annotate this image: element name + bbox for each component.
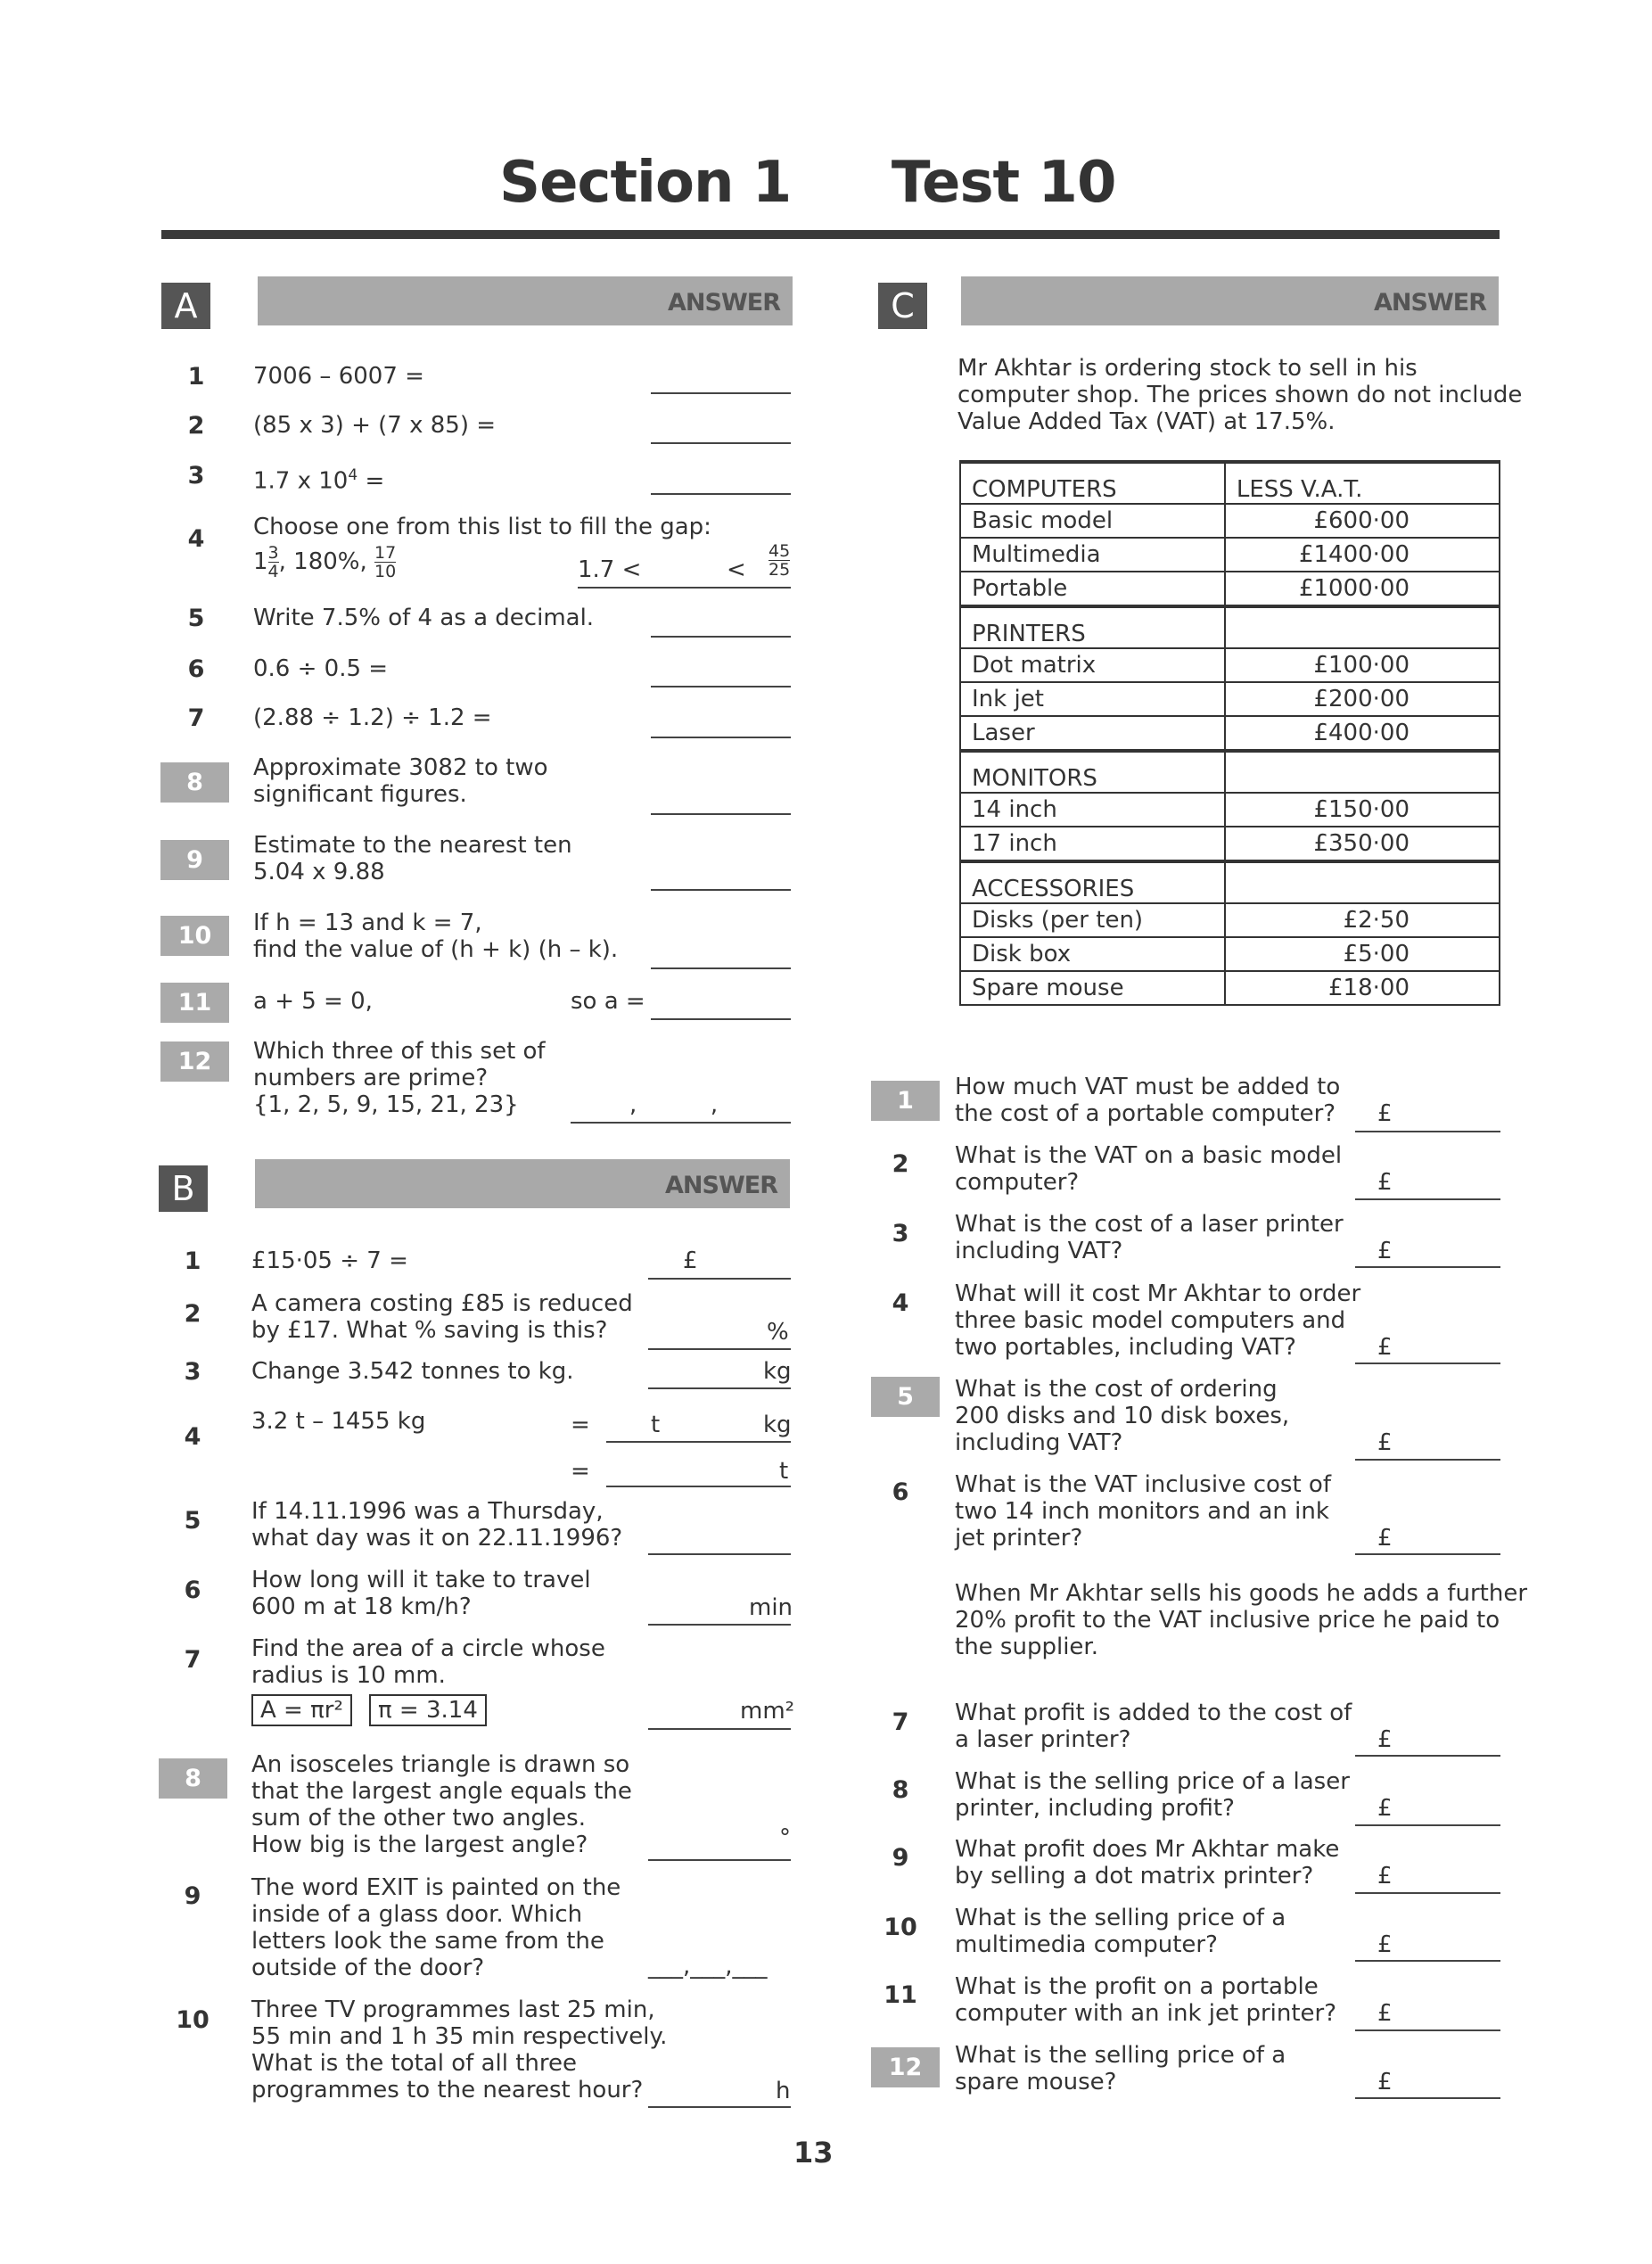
b-q7-unit: mm² [740, 1698, 795, 1725]
c-q5-unit: £ [1377, 1429, 1393, 1456]
b-q5-text: If 14.11.1996 was a Thursday, what day was it on 22.11.1996? [251, 1498, 623, 1552]
b-q3-text: Change 3.542 tonnes to kg. [251, 1358, 574, 1385]
accessories-header: ACCESSORIES [960, 861, 1225, 903]
b-q1-answer-line[interactable] [648, 1278, 791, 1280]
table-price: £100·00 [1225, 648, 1500, 682]
c-q10-unit: £ [1377, 1931, 1393, 1958]
table-row: 14 inch [960, 793, 1225, 827]
a-q5-text: Write 7.5% of 4 as a decimal. [253, 605, 595, 631]
c-q11-text: What is the profit on a portable computer with an ink jet printer? [955, 1973, 1337, 2027]
c-q7-answer-line[interactable] [1355, 1755, 1500, 1757]
a-q4-inequality-right: < [727, 556, 746, 583]
table-price: £5·00 [1225, 937, 1500, 971]
table-price: £200·00 [1225, 682, 1500, 716]
section-a-answer-bar [258, 276, 793, 325]
section-title: Section 1 [499, 150, 792, 216]
c-q6-unit: £ [1377, 1525, 1393, 1552]
a-q2-text: (85 x 3) + (7 x 85) = [253, 412, 497, 439]
a-q11-text: a + 5 = 0, [253, 988, 373, 1015]
b-q4-unit-kg: kg [763, 1412, 792, 1438]
b-q8-text: An isosceles triangle is drawn so that the largest angle equals the sum of the other two angles. How big is the largest angle? [251, 1751, 632, 1858]
a-q12-text: Which three of this set of numbers are prime? {1, 2, 5, 9, 15, 21, 23} [253, 1038, 546, 1118]
table-row: Dot matrix [960, 648, 1225, 682]
a-q11-number: 11 [160, 983, 229, 1023]
b-q8-unit: ° [779, 1824, 791, 1851]
a-q4-answer-line[interactable] [578, 587, 791, 589]
answer-heading: ANSWER [1374, 289, 1486, 317]
section-b-label: B [159, 1165, 208, 1212]
table-price: £400·00 [1225, 716, 1500, 751]
section-c-answer-bar [961, 276, 1499, 325]
a-q8-answer-line[interactable] [651, 813, 791, 815]
c-q9-unit: £ [1377, 1863, 1393, 1889]
test-title: Test 10 [891, 150, 1116, 216]
c-q3-number: 3 [892, 1220, 909, 1247]
b-q1-text: £15·05 ÷ 7 = [251, 1247, 408, 1274]
b-q1-unit: £ [683, 1247, 698, 1274]
a-q2-answer-line[interactable] [651, 442, 791, 444]
a-q1-answer-line[interactable] [651, 392, 791, 394]
b-q5-number: 5 [184, 1507, 201, 1535]
a-q6-answer-line[interactable] [651, 686, 791, 687]
b-q4-number: 4 [184, 1423, 201, 1451]
table-row: Disk box [960, 937, 1225, 971]
c-q10-number: 10 [884, 1914, 917, 1941]
c-q12-text: What is the selling price of a spare mouse? [955, 2042, 1286, 2095]
a-q1-text: 7006 – 6007 = [253, 363, 424, 390]
a-q9-number: 9 [160, 840, 229, 880]
c-intro: Mr Akhtar is ordering stock to sell in his computer shop. The prices shown do not include Value Added Tax (VAT) at 17.5%. [958, 355, 1523, 435]
table-row: 17 inch [960, 827, 1225, 861]
c-q1-answer-line[interactable] [1355, 1131, 1500, 1132]
c-q11-number: 11 [884, 1981, 917, 2009]
b-q9-number: 9 [184, 1882, 201, 1910]
table-row: Spare mouse [960, 971, 1225, 1005]
c-q8-text: What is the selling price of a laser printer, including profit? [955, 1768, 1350, 1822]
b-q6-text: How long will it take to travel 600 m at 18 km/h? [251, 1567, 591, 1620]
b-q4-text: 3.2 t – 1455 kg [251, 1408, 426, 1435]
b-q10-answer-line[interactable] [648, 2106, 791, 2108]
table-row: Basic model [960, 504, 1225, 538]
a-q10-number: 10 [160, 916, 229, 956]
b-q3-answer-line[interactable] [648, 1387, 791, 1389]
table-row: Portable [960, 572, 1225, 606]
b-q4-unit-t: t [651, 1412, 661, 1438]
table-price: £18·00 [1225, 971, 1500, 1005]
a-q3-answer-line[interactable] [651, 493, 791, 495]
a-q4-options: 1 $\frac{3}{4}$ , 180%, $\frac{17}{10}$ [253, 543, 397, 581]
c-q6-answer-line[interactable] [1355, 1553, 1500, 1555]
c-q7-text: What profit is added to the cost of a laser printer? [955, 1700, 1352, 1753]
b-q6-unit: min [749, 1594, 793, 1621]
b-q10-text: Three TV programmes last 25 min, 55 min and 1 h 35 min respectively. What is the total of all three programmes to the nearest hour? [251, 1996, 668, 2103]
c-q5-number: 5 [871, 1377, 940, 1417]
c-q3-text: What is the cost of a laser printer including VAT? [955, 1211, 1344, 1264]
c-q12-answer-line[interactable] [1355, 2097, 1500, 2099]
a-q3-text: 1.7 x $10^4$ = [253, 466, 385, 495]
a-q8-number: 8 [160, 762, 229, 803]
c-q1-text: How much VAT must be added to the cost of a portable computer? [955, 1074, 1341, 1127]
page-title [499, 150, 1141, 216]
c-q1-unit: £ [1377, 1100, 1393, 1127]
table-row: Ink jet [960, 682, 1225, 716]
a-q11-answer-line[interactable] [651, 1018, 791, 1020]
section-c-label: C [878, 283, 927, 329]
c-q4-answer-line[interactable] [1355, 1363, 1500, 1364]
b-q2-unit: % [767, 1319, 789, 1346]
a-q4-inequality-left: 1.7 < [578, 556, 642, 583]
c-q9-text: What profit does Mr Akhtar make by selling a dot matrix printer? [955, 1836, 1340, 1889]
c-q8-answer-line[interactable] [1355, 1824, 1500, 1826]
monitors-header: MONITORS [960, 751, 1225, 793]
b-q2-number: 2 [184, 1300, 201, 1328]
table-price: £2·50 [1225, 903, 1500, 937]
c-q7-number: 7 [892, 1708, 909, 1736]
b-q5-answer-line[interactable] [648, 1553, 791, 1555]
c-q11-unit: £ [1377, 2000, 1393, 2027]
c-q11-answer-line[interactable] [1355, 2029, 1500, 2031]
b-q4-unit-t2: t [779, 1458, 789, 1485]
c-q4-text: What will it cost Mr Akhtar to order three basic model computers and two portables, including VAT? [955, 1280, 1361, 1361]
a-q4-number: 4 [187, 525, 205, 553]
answer-heading: ANSWER [668, 289, 780, 317]
a-q10-answer-line[interactable] [651, 967, 791, 969]
a-q12-number: 12 [160, 1041, 229, 1082]
a-q1-number: 1 [187, 363, 205, 391]
b-q9-text: The word EXIT is painted on the inside of a glass door. Which letters look the same from the outside of the door? [251, 1874, 621, 1981]
c-q9-number: 9 [892, 1844, 909, 1872]
c-q12-unit: £ [1377, 2069, 1393, 2095]
table-row: Multimedia [960, 538, 1225, 572]
b-q6-number: 6 [184, 1577, 201, 1604]
b-q4-answer-line-1[interactable] [606, 1441, 791, 1443]
c-q2-number: 2 [892, 1150, 909, 1178]
a-q9-text: Estimate to the nearest ten 5.04 x 9.88 [253, 832, 572, 885]
b-q7-number: 7 [184, 1646, 201, 1674]
b-q7-pi-box: π = 3.14 [369, 1694, 487, 1726]
a-q5-number: 5 [187, 605, 205, 632]
b-q4-answer-line-2[interactable] [606, 1486, 791, 1487]
section-b-answer-bar [255, 1159, 790, 1208]
a-q12-answer-commas: , , [629, 1091, 719, 1118]
price-table [959, 460, 1500, 1006]
c-q10-answer-line[interactable] [1355, 1960, 1500, 1962]
c-q8-number: 8 [892, 1776, 909, 1804]
a-q7-text: (2.88 ÷ 1.2) ÷ 1.2 = [253, 704, 492, 731]
c-q12-number: 12 [871, 2047, 940, 2087]
c-q9-answer-line[interactable] [1355, 1892, 1500, 1894]
b-q3-unit: kg [763, 1358, 792, 1385]
a-q6-number: 6 [187, 655, 205, 683]
c-q4-unit: £ [1377, 1334, 1393, 1361]
a-q12-answer-line[interactable] [571, 1122, 791, 1124]
a-q9-answer-line[interactable] [651, 889, 791, 891]
answer-heading: ANSWER [665, 1172, 777, 1199]
a-q7-answer-line[interactable] [651, 737, 791, 738]
b-q2-answer-line[interactable] [648, 1348, 791, 1350]
a-q5-answer-line[interactable] [651, 636, 791, 638]
table-price: £1400·00 [1225, 538, 1500, 572]
c-q5-text: What is the cost of ordering 200 disks and 10 disk boxes, including VAT? [955, 1376, 1290, 1456]
c-q2-text: What is the VAT on a basic model computer? [955, 1142, 1343, 1196]
c-q3-answer-line[interactable] [1355, 1266, 1500, 1268]
section-a-label: A [161, 283, 210, 329]
title-rule [161, 230, 1500, 239]
a-q7-number: 7 [187, 704, 205, 732]
b-q4-equals-2: = [571, 1458, 590, 1485]
c-q10-text: What is the selling price of a multimedia computer? [955, 1905, 1286, 1958]
a-q4-text: Choose one from this list to fill the gap: [253, 514, 711, 540]
page-number: 13 [793, 2136, 834, 2169]
table-row: Disks (per ten) [960, 903, 1225, 937]
a-q10-text: If h = 13 and k = 7, find the value of (h + k) (h – k). [253, 910, 619, 963]
c-q3-unit: £ [1377, 1238, 1393, 1264]
c-q5-answer-line[interactable] [1355, 1459, 1500, 1461]
a-q4-fraction: $\frac{45}{25}$ [768, 541, 791, 580]
table-price: £150·00 [1225, 793, 1500, 827]
table-row: Laser [960, 716, 1225, 751]
c-q8-unit: £ [1377, 1795, 1393, 1822]
c-q6-text: What is the VAT inclusive cost of two 14 inch monitors and an ink jet printer? [955, 1471, 1331, 1552]
printers-header: PRINTERS [960, 606, 1225, 648]
c-q2-unit: £ [1377, 1169, 1393, 1196]
a-q3-number: 3 [187, 462, 205, 490]
col-category-header: COMPUTERS [960, 462, 1225, 504]
b-q7-text: Find the area of a circle whose radius is 10 mm. [251, 1635, 605, 1689]
c-q1-number: 1 [871, 1081, 940, 1121]
table-price: £350·00 [1225, 827, 1500, 861]
col-price-header: LESS V.A.T. [1225, 462, 1500, 504]
table-price: £1000·00 [1225, 572, 1500, 606]
b-q6-answer-line[interactable] [648, 1624, 791, 1626]
c-q4-number: 4 [892, 1289, 909, 1317]
a-q6-text: 0.6 ÷ 0.5 = [253, 655, 389, 682]
a-q8-text: Approximate 3082 to two significant figures. [253, 754, 548, 808]
c-q6-number: 6 [892, 1478, 909, 1506]
b-q10-unit: h [776, 2078, 791, 2104]
b-q2-text: A camera costing £85 is reduced by £17. What % saving is this? [251, 1290, 633, 1344]
b-q10-number: 10 [176, 2006, 210, 2034]
b-q8-number: 8 [159, 1758, 227, 1799]
a-q11-so: so a = [571, 988, 645, 1015]
b-q1-number: 1 [184, 1247, 201, 1275]
b-q9-answer-blanks[interactable]: ___,___,___ [648, 1953, 768, 1980]
b-q7-formula-box: A = πr² [251, 1694, 352, 1726]
a-q2-number: 2 [187, 412, 205, 440]
b-q8-answer-line[interactable] [648, 1859, 791, 1861]
c-middle-text: When Mr Akhtar sells his goods he adds a further 20% profit to the VAT inclusive price he paid to the supplier. [955, 1580, 1528, 1660]
c-q2-answer-line[interactable] [1355, 1198, 1500, 1200]
b-q7-answer-line[interactable] [648, 1728, 791, 1730]
b-q4-equals: = [571, 1412, 590, 1438]
table-price: £600·00 [1225, 504, 1500, 538]
b-q3-number: 3 [184, 1358, 201, 1386]
c-q7-unit: £ [1377, 1726, 1393, 1753]
